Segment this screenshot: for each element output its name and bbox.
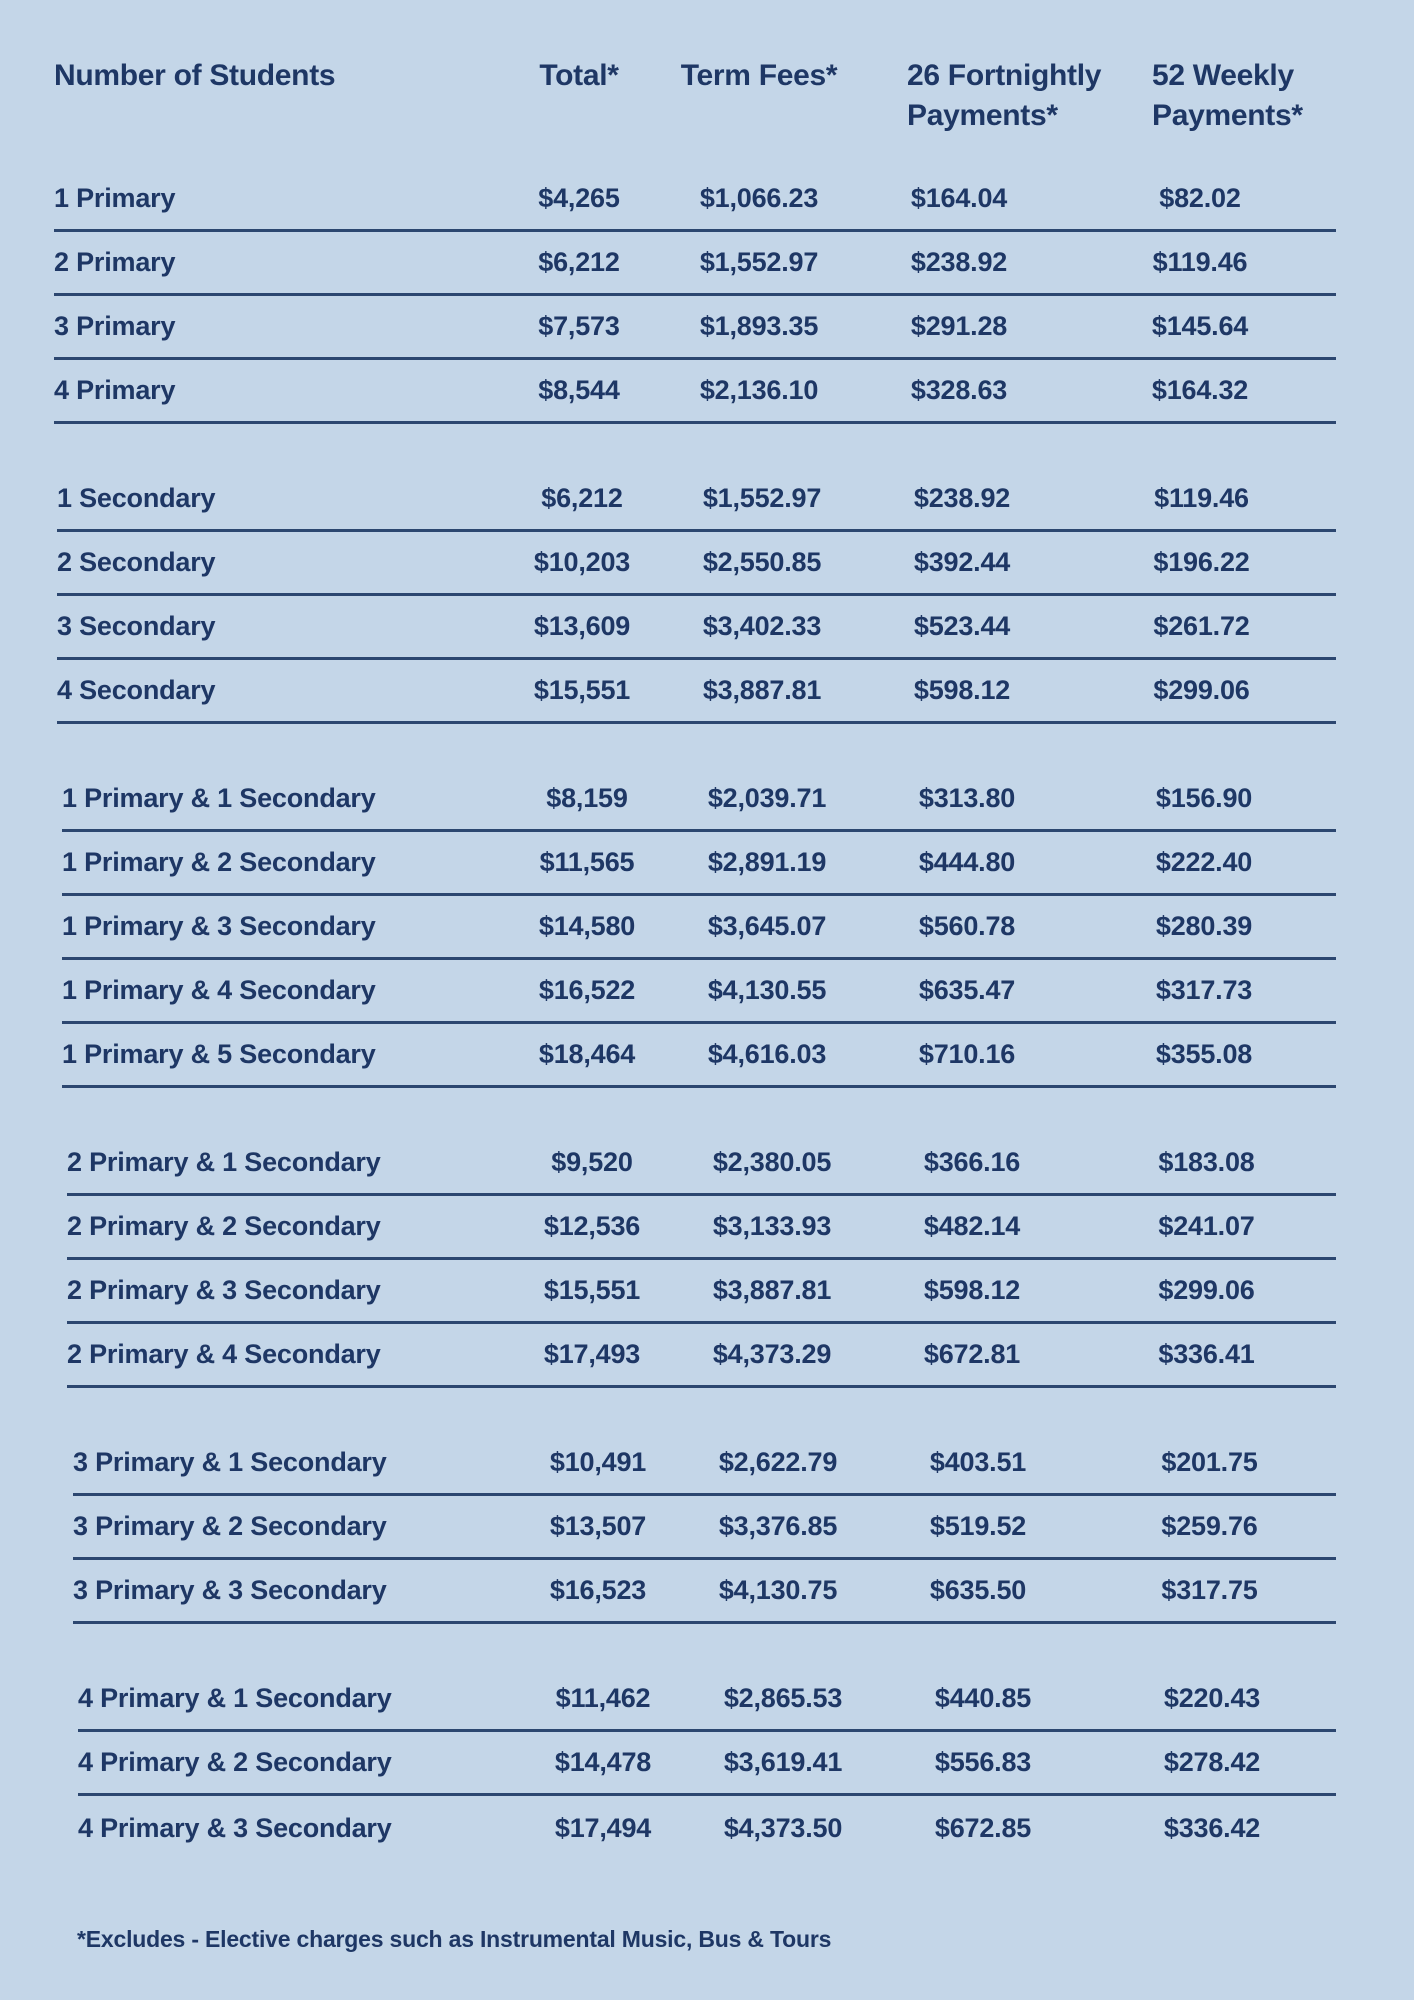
table-row xyxy=(67,1260,1336,1324)
fee-section xyxy=(78,1668,1336,1860)
fee-table xyxy=(0,168,1414,1860)
cell-weekly: $201.75 xyxy=(1161,1447,1258,1477)
cell-weekly: $299.06 xyxy=(1158,1275,1255,1305)
cell-student-combination: 3 Primary & 2 Secondary xyxy=(73,1511,387,1541)
table-row xyxy=(73,1496,1336,1560)
cell-term: $1,552.97 xyxy=(702,483,822,513)
cell-weekly: $317.75 xyxy=(1161,1575,1258,1605)
cell-weekly: $183.08 xyxy=(1158,1147,1255,1177)
table-row xyxy=(54,296,1336,360)
cell-fortnightly: $482.14 xyxy=(923,1211,1021,1241)
cell-term: $3,887.81 xyxy=(702,675,822,705)
table-row xyxy=(54,168,1336,232)
cell-total: $6,212 xyxy=(538,247,620,277)
cell-fortnightly: $523.44 xyxy=(913,611,1011,641)
cell-term: $2,865.53 xyxy=(723,1683,843,1713)
cell-total: $15,551 xyxy=(533,675,631,705)
cell-fortnightly: $444.80 xyxy=(918,847,1016,877)
cell-total: $9,520 xyxy=(551,1147,633,1177)
fee-section xyxy=(73,1432,1336,1624)
cell-weekly: $222.40 xyxy=(1155,847,1253,877)
cell-weekly: $196.22 xyxy=(1153,547,1250,577)
column-header-term-fees: Term Fees* xyxy=(680,59,838,92)
column-header-fortnightly-payments: 26 Fortnightly Payments* xyxy=(907,59,1102,132)
fee-section xyxy=(67,1132,1336,1388)
cell-fortnightly: $710.16 xyxy=(918,1039,1016,1069)
cell-term: $4,373.29 xyxy=(712,1339,832,1369)
cell-total: $18,464 xyxy=(538,1039,636,1069)
cell-total: $14,478 xyxy=(554,1747,652,1777)
cell-total: $10,203 xyxy=(533,547,631,577)
cell-fortnightly: $560.78 xyxy=(918,911,1016,941)
cell-total: $17,494 xyxy=(554,1812,652,1843)
cell-total: $17,493 xyxy=(543,1339,641,1369)
table-row xyxy=(57,660,1336,724)
table-row xyxy=(67,1132,1336,1196)
cell-total: $10,491 xyxy=(549,1447,647,1477)
fee-section xyxy=(57,468,1336,724)
cell-weekly: $317.73 xyxy=(1155,975,1253,1005)
cell-term: $3,645.07 xyxy=(707,911,827,941)
cell-weekly: $278.42 xyxy=(1163,1747,1261,1777)
cell-weekly: $336.41 xyxy=(1158,1339,1255,1369)
cell-weekly: $336.42 xyxy=(1163,1812,1261,1843)
cell-fortnightly: $238.92 xyxy=(910,247,1008,277)
cell-student-combination: 2 Primary & 3 Secondary xyxy=(67,1275,381,1305)
cell-term: $3,376.85 xyxy=(718,1511,838,1541)
footnote: *Excludes - Elective charges such as Instrumental Music, Bus & Tours xyxy=(77,1926,832,1952)
cell-total: $13,507 xyxy=(549,1511,647,1541)
column-header-weekly-payments: 52 Weekly Payments* xyxy=(1152,59,1303,132)
cell-student-combination: 1 Primary & 4 Secondary xyxy=(62,975,376,1005)
cell-weekly: $355.08 xyxy=(1155,1039,1253,1069)
cell-term: $4,616.03 xyxy=(707,1039,827,1069)
cell-weekly: $119.46 xyxy=(1152,247,1248,277)
cell-student-combination: 2 Primary & 1 Secondary xyxy=(67,1147,381,1177)
cell-weekly: $280.39 xyxy=(1155,911,1253,941)
column-header-total: Total* xyxy=(539,59,619,92)
cell-student-combination: 2 Primary xyxy=(54,247,176,277)
cell-term: $3,402.33 xyxy=(702,611,822,641)
cell-student-combination: 4 Primary & 1 Secondary xyxy=(78,1683,392,1713)
cell-total: $13,609 xyxy=(533,611,631,641)
cell-fortnightly: $392.44 xyxy=(913,547,1011,577)
cell-student-combination: 1 Primary & 2 Secondary xyxy=(62,847,376,877)
cell-total: $6,212 xyxy=(541,483,623,513)
cell-total: $16,522 xyxy=(538,975,636,1005)
cell-fortnightly: $598.12 xyxy=(913,675,1011,705)
cell-term: $2,891.19 xyxy=(707,847,827,877)
cell-term: $1,066.23 xyxy=(699,183,819,213)
cell-student-combination: 4 Primary xyxy=(54,375,176,405)
table-row xyxy=(57,596,1336,660)
cell-weekly: $241.07 xyxy=(1158,1211,1255,1241)
cell-fortnightly: $291.28 xyxy=(910,311,1008,341)
cell-term: $2,380.05 xyxy=(712,1147,832,1177)
table-row xyxy=(54,232,1336,296)
cell-fortnightly: $672.81 xyxy=(923,1339,1021,1369)
cell-student-combination: 1 Secondary xyxy=(57,483,216,513)
cell-student-combination: 1 Primary xyxy=(54,183,176,213)
cell-total: $11,462 xyxy=(555,1683,651,1713)
cell-fortnightly: $635.50 xyxy=(929,1575,1027,1605)
table-row xyxy=(62,960,1336,1024)
cell-term: $3,133.93 xyxy=(712,1211,832,1241)
table-row xyxy=(78,1732,1336,1796)
cell-term: $1,552.97 xyxy=(699,247,819,277)
column-header-students: Number of Students xyxy=(54,59,336,92)
cell-fortnightly: $238.92 xyxy=(913,483,1011,513)
cell-total: $16,523 xyxy=(549,1575,647,1605)
cell-fortnightly: $598.12 xyxy=(923,1275,1021,1305)
cell-weekly: $164.32 xyxy=(1151,375,1249,405)
cell-total: $11,565 xyxy=(539,847,635,877)
cell-term: $1,893.35 xyxy=(699,311,819,341)
cell-fortnightly: $440.85 xyxy=(934,1683,1032,1713)
cell-student-combination: 3 Secondary xyxy=(57,611,216,641)
table-row xyxy=(62,896,1336,960)
table-row xyxy=(67,1324,1336,1388)
fee-section xyxy=(54,168,1336,424)
cell-fortnightly: $519.52 xyxy=(929,1511,1027,1541)
table-row xyxy=(54,360,1336,424)
cell-student-combination: 4 Primary & 2 Secondary xyxy=(78,1747,392,1777)
cell-fortnightly: $313.80 xyxy=(918,783,1016,813)
cell-fortnightly: $403.51 xyxy=(929,1447,1027,1477)
cell-fortnightly: $328.63 xyxy=(910,375,1008,405)
cell-total: $15,551 xyxy=(543,1275,641,1305)
cell-total: $8,544 xyxy=(538,375,620,405)
cell-student-combination: 1 Primary & 5 Secondary xyxy=(62,1039,376,1069)
table-row xyxy=(57,532,1336,596)
cell-term: $2,622.79 xyxy=(718,1447,838,1477)
cell-total: $8,159 xyxy=(546,783,628,813)
cell-weekly: $119.46 xyxy=(1154,483,1249,513)
cell-fortnightly: $672.85 xyxy=(934,1812,1032,1843)
cell-student-combination: 3 Primary xyxy=(54,311,176,341)
table-row xyxy=(62,1024,1336,1088)
cell-term: $2,136.10 xyxy=(699,375,819,405)
table-row xyxy=(78,1796,1336,1860)
cell-weekly: $259.76 xyxy=(1161,1511,1258,1541)
cell-total: $7,573 xyxy=(538,311,620,341)
table-row xyxy=(57,468,1336,532)
cell-student-combination: 4 Secondary xyxy=(57,675,216,705)
cell-weekly: $299.06 xyxy=(1153,675,1250,705)
cell-fortnightly: $556.83 xyxy=(934,1747,1032,1777)
cell-term: $4,130.55 xyxy=(707,975,827,1005)
cell-total: $14,580 xyxy=(538,911,636,941)
cell-student-combination: 1 Primary & 1 Secondary xyxy=(62,783,376,813)
table-row xyxy=(73,1432,1336,1496)
table-row xyxy=(78,1668,1336,1732)
cell-student-combination: 2 Secondary xyxy=(57,547,216,577)
cell-fortnightly: $635.47 xyxy=(918,975,1016,1005)
cell-weekly: $82.02 xyxy=(1159,183,1241,213)
cell-student-combination: 2 Primary & 4 Secondary xyxy=(67,1339,381,1369)
cell-total: $12,536 xyxy=(543,1211,641,1241)
cell-weekly: $156.90 xyxy=(1155,783,1253,813)
cell-weekly: $145.64 xyxy=(1151,311,1249,341)
table-row xyxy=(62,832,1336,896)
cell-student-combination: 4 Primary & 3 Secondary xyxy=(78,1812,392,1843)
cell-fortnightly: $366.16 xyxy=(923,1147,1021,1177)
table-row xyxy=(73,1560,1336,1624)
cell-weekly: $220.43 xyxy=(1163,1683,1261,1713)
cell-term: $2,039.71 xyxy=(707,783,827,813)
cell-fortnightly: $164.04 xyxy=(910,183,1008,213)
fee-section xyxy=(62,768,1336,1088)
cell-term: $4,130.75 xyxy=(718,1575,838,1605)
cell-term: $2,550.85 xyxy=(702,547,822,577)
table-row xyxy=(62,768,1336,832)
cell-student-combination: 2 Primary & 2 Secondary xyxy=(67,1211,381,1241)
cell-term: $3,619.41 xyxy=(723,1747,843,1777)
cell-term: $4,373.50 xyxy=(723,1812,843,1843)
cell-weekly: $261.72 xyxy=(1153,611,1250,641)
cell-total: $4,265 xyxy=(538,183,620,213)
cell-term: $3,887.81 xyxy=(712,1275,832,1305)
cell-student-combination: 3 Primary & 1 Secondary xyxy=(73,1447,387,1477)
table-header xyxy=(0,0,1414,136)
cell-student-combination: 1 Primary & 3 Secondary xyxy=(62,911,376,941)
cell-student-combination: 3 Primary & 3 Secondary xyxy=(73,1575,387,1605)
table-row xyxy=(67,1196,1336,1260)
